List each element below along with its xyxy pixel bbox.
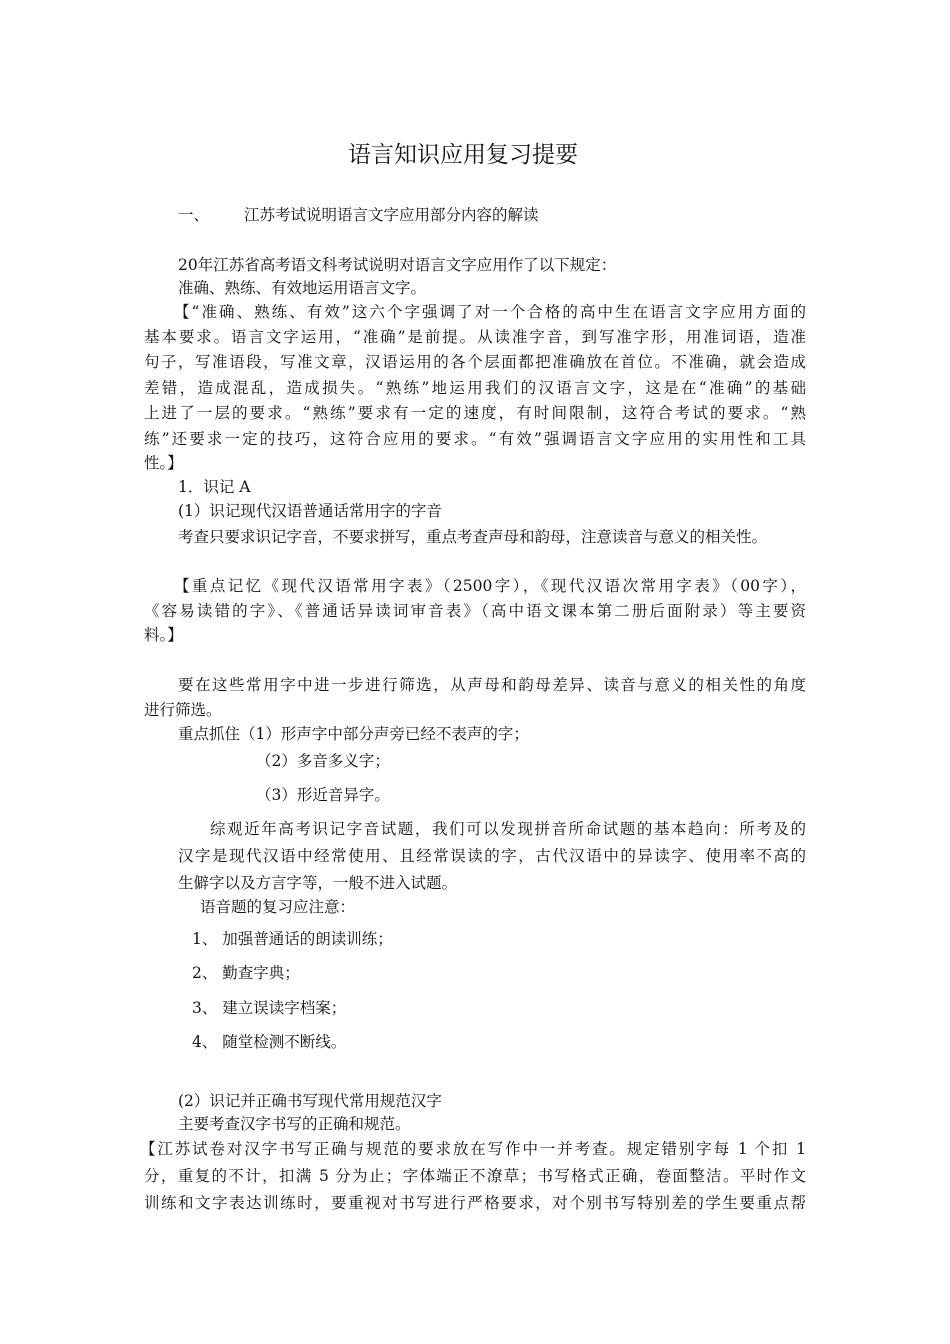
phonetics-item: 3、 建立误读字档案； [192,999,347,1017]
memory-note-line: 《容易读错的字》、《普通话异读词审音表》（高中语文课本第二册后面附录）等主要资 [144,602,806,620]
focus-item: （2）多音多义字； [256,752,390,770]
trend-para-line: 生僻字以及方言字等，一般不进入试题。 [178,874,458,892]
explain-line: 【“准确、熟练、有效”这六个字强调了对一个合格的高中生在语言文字应用方面的 [174,303,806,321]
explain-line: 上进了一层的要求。“熟练”要求有一定的速度，有时间限制，这符合考试的要求。“熟 [144,404,806,422]
screen-para-line: 进行筛选。 [144,701,222,719]
memory-note-line: 【重点记忆《现代汉语常用字表》（2500字），《现代汉语次常用字表》（00字）， [174,577,806,595]
jiangsu-note-line: 训练和文字表达训练时，要重视对书写进行严格要求，对个别书写特别差的学生要重点帮 [144,1194,806,1212]
screen-para-line: 要在这些常用字中进一步进行筛选，从声母和韵母差异、读音与意义的相关性的角度 [178,676,806,694]
jiangsu-note-line: 【江苏试卷对汉字书写正确与规范的要求放在写作中一并考查。规定错别字每 1 个扣 1 [140,1140,806,1158]
phonetics-item: 2、 勤查字典； [192,964,300,982]
jiangsu-note-line: 分，重复的不计，扣满 5 分为止；字体端正不潦草；书写格式正确，卷面整洁。平时作文 [144,1167,806,1185]
phonetics-heading: 语音题的复习应注意： [200,898,356,916]
section-number: 一、 [178,206,210,224]
requirement-line: 准确、熟练、有效地运用语言文字。 [178,279,427,297]
focus-item: （3）形近音异字。 [256,786,390,804]
intro-line: 20年江苏省高考语文科考试说明对语言文字应用作了以下规定： [178,256,617,274]
item1-heading: 1．识记 A [178,478,251,496]
trend-para-line: 综观近年高考识记字音试题，我们可以发现拼音所命试题的基本趋向：所考及的 [210,820,806,838]
explain-line: 差错，造成混乱，造成损失。“熟练”地运用我们的汉语言文字，这是在“准确”的基础 [144,379,806,397]
memory-note-line: 料。】 [144,626,183,644]
page-title: 语言知识应用复习提要 [348,142,578,168]
item1-sub1: (1）识记现代汉语普通话常用字的字音 [178,502,442,520]
explain-line: 句子，写准语段，写准文章，汉语运用的各个层面都把准确放在首位。不准确，就会造成 [144,353,806,371]
explain-line: 练”还要求一定的技巧，这符合应用的要求。“有效”强调语言文字应用的实用性和工具 [144,430,806,448]
section-heading: 江苏考试说明语言文字应用部分内容的解读 [244,206,539,224]
item1-sub2-desc: 主要考查汉字书写的正确和规范。 [178,1115,411,1133]
explain-line: 基本要求。语言文字运用，“准确”是前提。从读准字音，到写准字形，用准词语，造准 [144,328,806,346]
item1-sub1-desc: 考查只要求识记字音，不要求拼写，重点考查声母和韵母，注意读音与意义的相关性。 [178,528,768,546]
phonetics-item: 1、 加强普通话的朗读训练； [192,930,393,948]
trend-para-line: 汉字是现代汉语中经常使用、且经常误读的字，古代汉语中的异读字、使用率不高的 [178,847,806,865]
explain-line: 性。】 [144,454,183,472]
phonetics-item: 4、 随堂检测不断线。 [192,1033,347,1051]
focus-lead: 重点抓住（1）形声字中部分声旁已经不表声的字； [178,725,529,743]
item1-sub2: (2）识记并正确书写现代常用规范汉字 [178,1092,442,1110]
